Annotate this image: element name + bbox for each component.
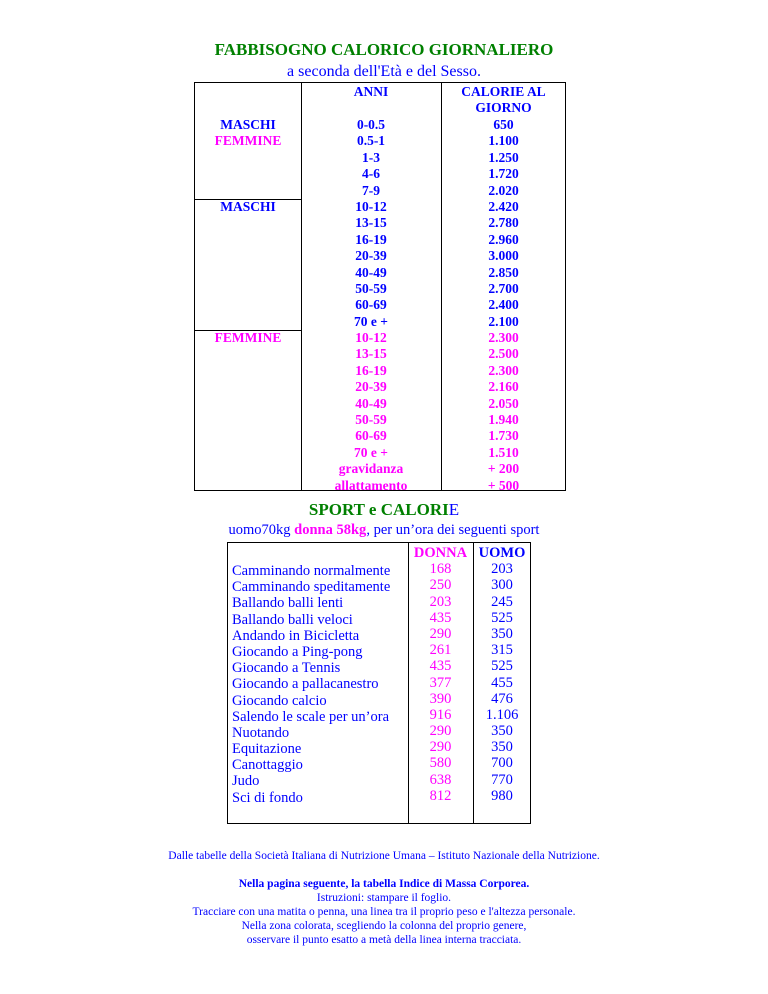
- donna-value: 812: [429, 787, 452, 804]
- header-calorie: CALORIE AL GIORNO: [461, 84, 546, 116]
- activity-label: Giocando a Ping-pong: [232, 643, 363, 660]
- uomo-value: 350: [491, 723, 513, 740]
- calorie-cell: 3.000: [488, 248, 519, 264]
- age-cell: 70 e +: [354, 313, 388, 329]
- activity-label: Giocando a Tennis: [232, 660, 341, 677]
- instruction-line: Istruzioni: stampare il foglio.: [316, 892, 452, 904]
- calorie-cell: 1.720: [488, 166, 519, 182]
- donna-value: 290: [429, 625, 452, 642]
- uomo-column: [473, 545, 531, 804]
- group-label-femmine-adult: FEMMINE: [214, 330, 282, 345]
- group-label-femmine: FEMMINE: [214, 133, 282, 148]
- age-cell: 13-15: [355, 346, 387, 362]
- calorie-cell: + 200: [487, 461, 520, 477]
- age-cell: 0.5-1: [356, 133, 386, 149]
- age-cell: 60-69: [355, 428, 387, 444]
- age-cell: 70 e +: [354, 444, 388, 460]
- calorie-cell: 2.780: [488, 215, 519, 231]
- header-anni: ANNI: [353, 84, 389, 99]
- activity-label: Canottaggio: [232, 757, 303, 774]
- activity-label: Equitazione: [232, 741, 302, 758]
- donna-value: 290: [429, 739, 452, 756]
- activity-label: Nuotando: [232, 724, 290, 741]
- age-cell: 16-19: [355, 231, 387, 247]
- donna-value: 435: [429, 658, 452, 675]
- age-cell: 20-39: [355, 379, 387, 395]
- uomo-value: 350: [491, 625, 513, 642]
- donna-value: 290: [429, 723, 452, 740]
- page-title: FABBISOGNO CALORICO GIORNALIERO: [214, 40, 554, 59]
- uomo-value: 455: [491, 674, 513, 691]
- ages-column: [301, 117, 441, 494]
- uomo-value: 315: [491, 642, 513, 659]
- calories-column: [441, 117, 566, 494]
- calorie-cell: 2.700: [488, 280, 519, 296]
- age-cell: 10-12: [355, 330, 387, 346]
- calorie-cell: 2.300: [488, 330, 519, 346]
- age-cell: 1-3: [362, 149, 380, 165]
- donna-value: 638: [429, 771, 452, 788]
- uomo-value: 980: [491, 787, 513, 804]
- instruction-line: Tracciare con una matita o penna, una linea tra il proprio peso e l'altezza personale.: [192, 906, 576, 918]
- calorie-cell: 1.730: [488, 428, 519, 444]
- source-note: Dalle tabelle della Società Italiana di Nutrizione Umana – Istituto Nazionale della Nutrizione.: [168, 850, 600, 862]
- age-cell: 7-9: [362, 182, 380, 198]
- donna-value: 203: [429, 593, 452, 610]
- calorie-cell: 650: [493, 117, 514, 132]
- calorie-cell: 2.850: [488, 264, 519, 280]
- donna-value: 390: [429, 690, 452, 707]
- age-cell: gravidanza: [338, 461, 404, 477]
- donna-column: [408, 545, 473, 804]
- calorie-table: [194, 82, 566, 491]
- calorie-cell: 2.400: [488, 297, 519, 313]
- sport-title: SPORT e CALORIE: [308, 500, 460, 519]
- activity-label: Giocando calcio: [232, 692, 327, 709]
- uomo-value: 203: [491, 561, 513, 578]
- activity-column: [232, 563, 412, 806]
- calorie-cell: 1.510: [488, 444, 519, 460]
- age-cell: 40-49: [355, 264, 387, 280]
- header-donna: DONNA: [413, 545, 468, 561]
- instructions: [0, 877, 768, 947]
- uomo-value: 770: [491, 771, 513, 788]
- calorie-cell: 1.250: [488, 149, 519, 165]
- instruction-line: Nella zona colorata, scegliendo la colonna del proprio genere,: [241, 920, 527, 932]
- donna-value: 168: [429, 561, 452, 578]
- activity-label: Ballando balli veloci: [232, 611, 353, 628]
- age-cell: 50-59: [355, 412, 387, 428]
- activity-label: Andando in Bicicletta: [232, 627, 360, 644]
- calorie-cell: 2.300: [488, 362, 519, 378]
- activity-label: Giocando a pallacanestro: [232, 676, 379, 693]
- uomo-value: 700: [491, 755, 513, 772]
- uomo-value: 300: [491, 577, 513, 594]
- calorie-cell: + 500: [487, 477, 520, 493]
- donna-value: 435: [429, 609, 452, 626]
- sport-table: [227, 542, 531, 824]
- age-cell: allattamento: [334, 477, 408, 493]
- sport-subtitle: uomo70kg donna 58kg, per un’ora dei seguenti sport: [228, 522, 540, 538]
- age-cell: 10-12: [355, 198, 387, 214]
- donna-value: 916: [429, 706, 452, 723]
- calorie-cell: 2.100: [488, 313, 519, 329]
- activity-label: Salendo le scale per un’ora: [232, 708, 390, 725]
- activity-label: Sci di fondo: [232, 789, 303, 806]
- activity-label: Ballando balli lenti: [232, 595, 344, 612]
- activity-label: Judo: [232, 773, 260, 790]
- next-page-note: Nella pagina seguente, la tabella Indice di Massa Corporea.: [238, 878, 530, 890]
- age-cell: 13-15: [355, 215, 387, 231]
- age-cell: 20-39: [355, 248, 387, 264]
- calorie-cell: 1.100: [488, 133, 519, 149]
- uomo-value: 476: [491, 690, 513, 707]
- instruction-line: osservare il punto esatto a metà della linea interna tracciata.: [246, 934, 522, 946]
- donna-value: 250: [429, 577, 452, 594]
- group-label-maschi-adult: MASCHI: [220, 199, 276, 214]
- age-cell: 60-69: [355, 297, 387, 313]
- group-label-maschi: MASCHI: [220, 117, 276, 132]
- calorie-cell: 2.020: [488, 182, 519, 198]
- uomo-value: 525: [491, 609, 513, 626]
- calorie-cell: 2.960: [488, 231, 519, 247]
- donna-value: 261: [429, 642, 452, 659]
- age-cell: 16-19: [355, 362, 387, 378]
- calorie-cell: 2.420: [488, 198, 519, 214]
- uomo-value: 245: [491, 593, 513, 610]
- age-cell: 50-59: [355, 280, 387, 296]
- calorie-cell: 2.050: [488, 395, 519, 411]
- donna-value: 580: [429, 755, 452, 772]
- uomo-value: 525: [491, 658, 513, 675]
- donna-value: 377: [429, 674, 452, 691]
- uomo-value: 350: [491, 739, 513, 756]
- age-cell: 0-0.5: [356, 117, 386, 132]
- page-subtitle: a seconda dell'Età e del Sesso.: [287, 63, 481, 80]
- activity-label: Camminando normalmente: [232, 563, 391, 579]
- uomo-value: 1.106: [485, 706, 519, 723]
- calorie-cell: 2.160: [488, 379, 519, 395]
- activity-label: Camminando speditamente: [232, 579, 391, 596]
- age-cell: 4-6: [362, 166, 380, 182]
- calorie-cell: 1.940: [488, 412, 519, 428]
- calorie-cell: 2.500: [488, 346, 519, 362]
- header-uomo: UOMO: [478, 545, 526, 561]
- age-cell: 40-49: [355, 395, 387, 411]
